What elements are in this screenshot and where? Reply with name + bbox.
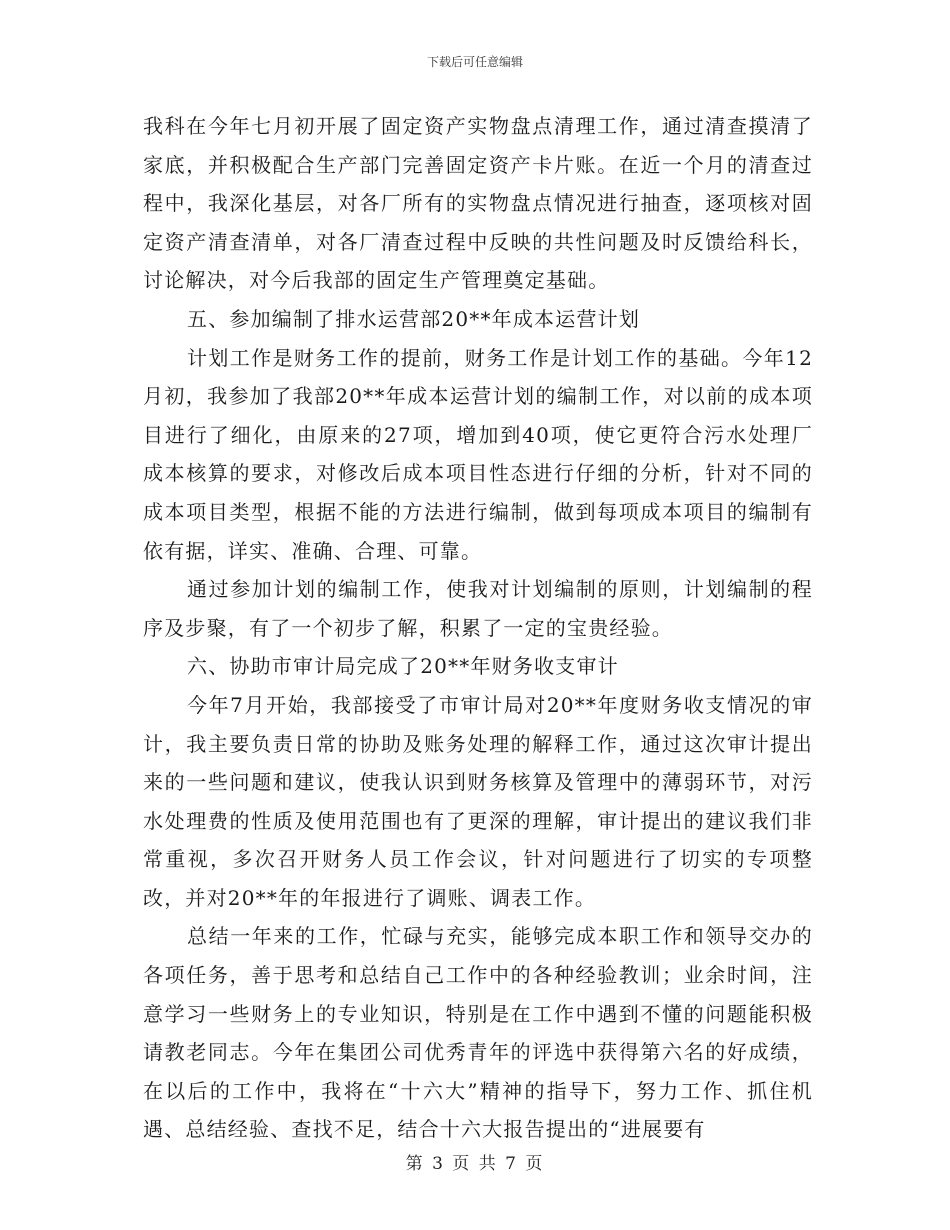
- page-header: 下载后可任意编辑: [426, 55, 523, 69]
- paragraph-plan-experience: 通过参加计划的编制工作，使我对计划编制的原则，计划编制的程序及步聚，有了一个初步了解，积累了一定的宝贵经验。: [143, 577, 813, 640]
- paragraph-audit: 今年7月开始，我部接受了市审计局对20**年度财务收支情况的审计，我主要负责日常的协助及账务处理的解释工作，通过这次审计提出来的一些问题和建议，使我认识到财务核算及管理中的薄弱环节，对污水处理费的性质及使用范围也有了更深的理解，审计提出的建议我们非常重视，多次召开财务人员工作会议，针对问题进行了切实的专项整改，并对20**年的年报进行了调账、调表工作。: [143, 692, 813, 910]
- paragraph-summary: 总结一年来的工作，忙碌与充实，能够完成本职工作和领导交办的各项任务，善于思考和总结自己工作中的各种经验教训；业余时间，注意学习一些财务上的专业知识，特别是在工作中遇到不懂的问题能积极请教老同志。今年在集团公司优秀青年的评选中获得第六名的好成绩，在以后的工作中，我将在“十六大”精神的指导下，努力工作、抓住机遇、总结经验、查找不足，结合十六大报告提出的“进展要有: [143, 924, 813, 1142]
- section-heading-six: 六、协助市审计局完成了20**年财务收支审计: [187, 654, 619, 679]
- paragraph-cost-plan: 计划工作是财务工作的提前，财务工作是计划工作的基础。今年12月初，我参加了我部20**年成本运营计划的编制工作，对以前的成本项目进行了细化，由原来的27项，增加到40项，使它更符合污水处理厂成本核算的要求，对修改后成本项目性态进行仔细的分析，针对不同的成本项目类型，根据不能的方法进行编制，做到每项成本项目的编制有依有据，详实、准确、合理、可靠。: [143, 345, 813, 563]
- paragraph-asset-inventory: 我科在今年七月初开展了固定资产实物盘点清理工作，通过清查摸清了家底，并积极配合生产部门完善固定资产卡片账。在近一个月的清查过程中，我深化基层，对各厂所有的实物盘点情况进行抽查，逐项核对固定资产清查清单，对各厂清查过程中反映的共性问题及时反馈给科长，讨论解决，对今后我部的固定生产管理奠定基础。: [143, 114, 813, 293]
- section-heading-five: 五、参加编制了排水运营部20**年成本运营计划: [187, 306, 641, 331]
- document-body: [143, 107, 813, 1149]
- page-number-footer: 第 3 页 共 7 页: [405, 1154, 545, 1174]
